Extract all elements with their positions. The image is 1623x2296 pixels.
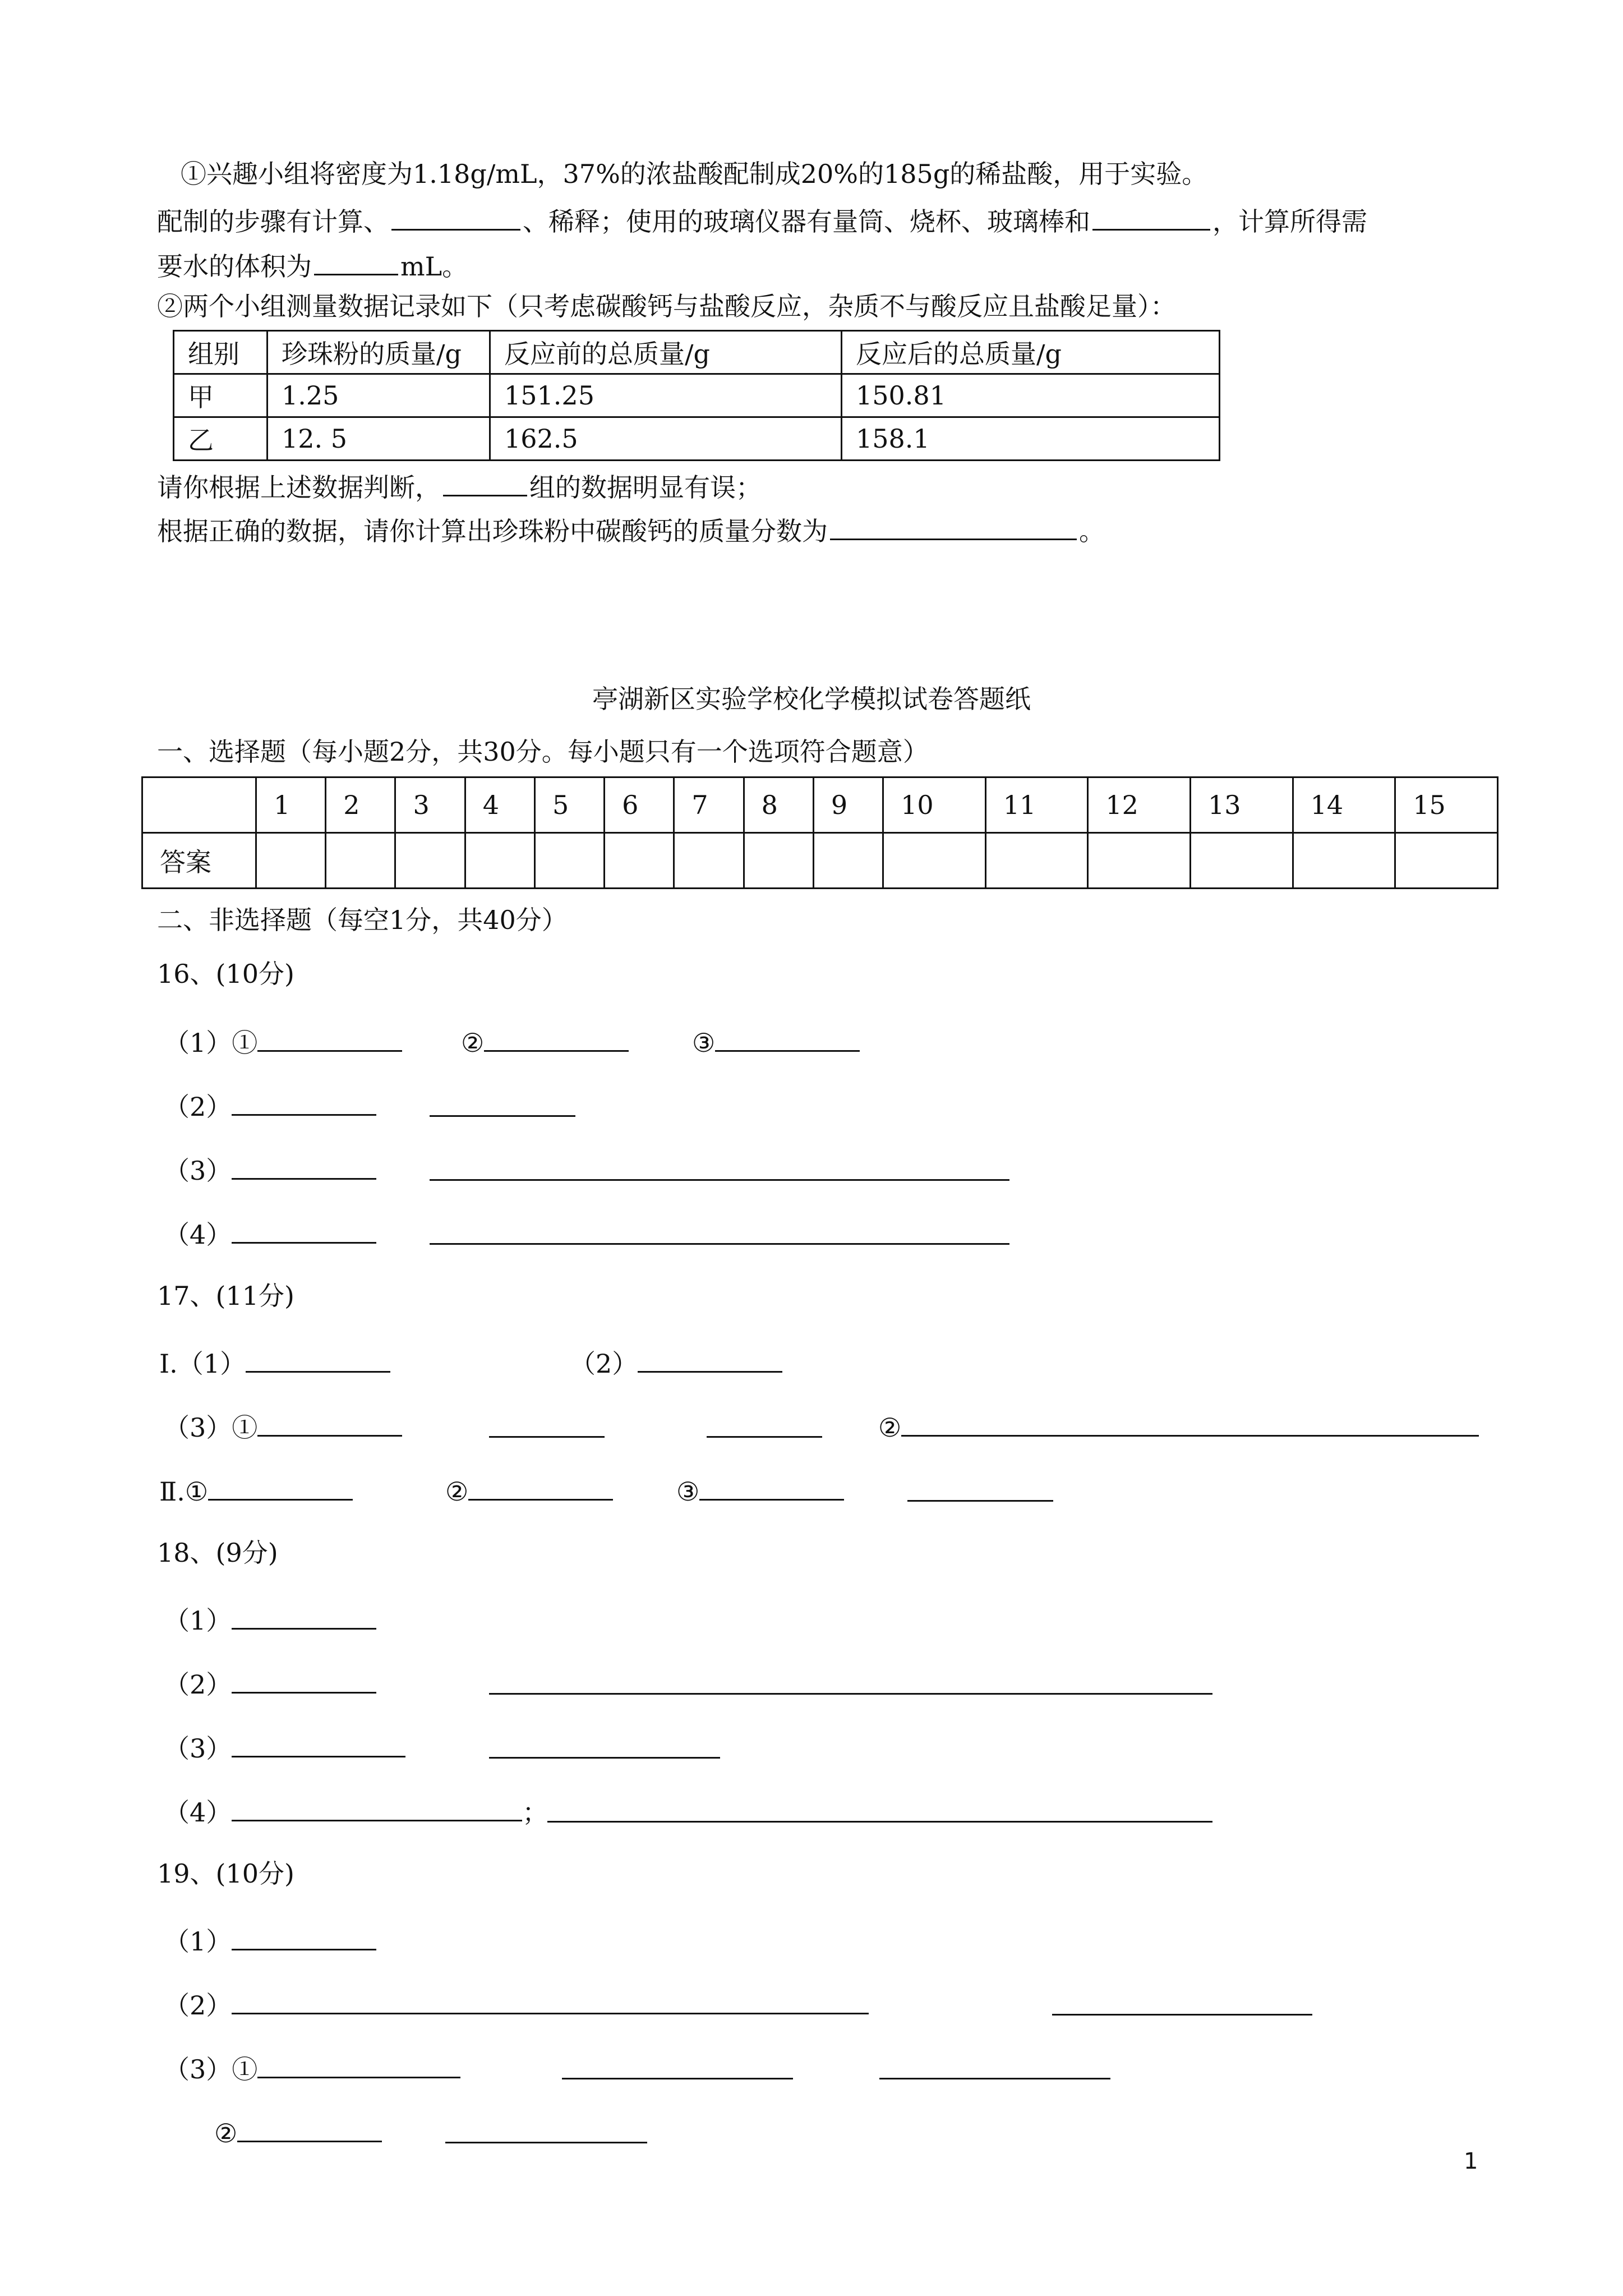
answer-grid	[141, 776, 1498, 889]
section-2-heading: 二、非选择题（每空1分，共40分）	[157, 905, 568, 935]
blank[interactable]	[257, 2049, 460, 2078]
number-cell: 5	[534, 777, 604, 833]
table-row	[174, 374, 1220, 417]
blank[interactable]	[232, 1728, 405, 1757]
blank[interactable]	[232, 1792, 522, 1821]
text: ②	[445, 1476, 469, 1507]
q17-row-3b	[445, 1471, 613, 1508]
corner-cell	[142, 777, 256, 833]
answer-cell[interactable]	[1088, 833, 1191, 889]
text: ②	[878, 1412, 902, 1443]
blank[interactable]	[208, 1471, 353, 1501]
text: ①	[232, 1412, 258, 1443]
question-text-line-4	[157, 289, 1176, 323]
blank[interactable]	[246, 1343, 390, 1373]
table-row	[174, 417, 1220, 461]
answer-cell[interactable]	[1395, 833, 1498, 889]
blank[interactable]	[489, 1408, 605, 1438]
blank[interactable]	[430, 1151, 1009, 1181]
number-cell: 9	[813, 777, 883, 833]
answer-cell[interactable]	[256, 833, 326, 889]
number-cell: 14	[1293, 777, 1395, 833]
blank[interactable]	[830, 513, 1077, 540]
q17-row-1b	[570, 1343, 782, 1381]
blank[interactable]	[232, 1086, 376, 1116]
number-cell: 1	[256, 777, 326, 833]
table-header-row	[174, 331, 1220, 374]
text: ②	[461, 1028, 485, 1058]
section-1-heading: 一、选择题（每小题2分，共30分。每小题只有一个选项符合题意）	[157, 737, 929, 767]
text: （1）	[177, 1349, 246, 1379]
blank[interactable]	[232, 1214, 376, 1244]
question-text-line-6	[157, 513, 1105, 548]
text: ③	[676, 1476, 700, 1507]
header-cell: 珍珠粉的质量/g	[268, 331, 490, 374]
blank[interactable]	[257, 1022, 402, 1052]
q18-row-2	[164, 1664, 376, 1701]
question-text-line-5	[157, 469, 762, 504]
number-cell: 2	[326, 777, 395, 833]
number-cell: 12	[1088, 777, 1191, 833]
blank[interactable]	[232, 1921, 376, 1950]
answer-cell[interactable]	[605, 833, 674, 889]
text: ①	[232, 2054, 258, 2085]
blank[interactable]	[699, 1471, 844, 1501]
question-18-heading: 18、(9分)	[157, 1538, 278, 1568]
q18-row-1	[164, 1600, 376, 1637]
question-text-line-1	[181, 157, 1207, 191]
blank[interactable]	[237, 2113, 382, 2142]
q17-row-2b	[878, 1407, 1479, 1444]
text: 要水的体积为	[157, 251, 312, 282]
number-cell: 3	[395, 777, 465, 833]
blank[interactable]	[445, 2114, 647, 2143]
text: ②两个小组测量数据记录如下（只考虑碳酸钙与盐酸反应，杂质不与酸反应且盐酸足量）：	[157, 291, 1176, 321]
question-16-heading: 16、(10分)	[157, 959, 294, 989]
blank[interactable]	[489, 1729, 720, 1759]
q17-row-1	[159, 1343, 390, 1381]
number-cell: 10	[883, 777, 986, 833]
blank[interactable]	[443, 469, 527, 496]
answer-sheet-title: 亭湖新区实验学校化学模拟试卷答题纸	[592, 684, 1031, 714]
text: （1）	[164, 1926, 232, 1957]
blank[interactable]	[1092, 203, 1210, 231]
blank[interactable]	[468, 1471, 613, 1501]
number-cell: 13	[1190, 777, 1293, 833]
answer-cell[interactable]	[744, 833, 813, 889]
question-text-line-2	[157, 203, 1367, 238]
blank[interactable]	[232, 1150, 376, 1180]
q17-row-3	[159, 1471, 353, 1508]
number-cell: 11	[985, 777, 1088, 833]
number-cell: 6	[605, 777, 674, 833]
text: ①	[232, 1028, 258, 1058]
table-cell: 158.1	[842, 417, 1220, 461]
text: ，计算所得需	[1212, 206, 1367, 237]
text: （4）	[164, 1220, 232, 1250]
q19-row-1	[164, 1921, 376, 1958]
text: ③	[692, 1028, 716, 1058]
text: （1）	[164, 1028, 232, 1058]
number-cell: 4	[465, 777, 534, 833]
text: （3）	[164, 1412, 232, 1443]
q16-row-1	[164, 1022, 402, 1060]
text: ②	[214, 2118, 238, 2148]
number-cell: 15	[1395, 777, 1498, 833]
text: mL。	[400, 251, 468, 282]
number-cell: 8	[744, 777, 813, 833]
text: 配制的步骤有计算、	[157, 206, 389, 237]
blank[interactable]	[232, 1985, 869, 2014]
question-17-heading: 17、(11分)	[157, 1281, 294, 1311]
page-number: 1	[1464, 2148, 1478, 2174]
blank[interactable]	[715, 1022, 860, 1052]
number-cell: 7	[674, 777, 744, 833]
blank[interactable]	[232, 1664, 376, 1694]
data-table	[173, 330, 1220, 461]
header-cell: 反应前的总质量/g	[490, 331, 842, 374]
text: 。	[1079, 516, 1105, 546]
text: Ⅱ.	[159, 1476, 185, 1507]
answer-cell[interactable]	[395, 833, 465, 889]
blank[interactable]	[489, 1665, 1212, 1695]
header-cell: 反应后的总质量/g	[842, 331, 1220, 374]
table-cell: 12. 5	[268, 417, 490, 461]
answer-cell[interactable]	[1190, 833, 1293, 889]
blank[interactable]	[314, 248, 398, 275]
blank[interactable]	[430, 1087, 575, 1117]
blank[interactable]	[484, 1022, 629, 1052]
answer-cell[interactable]	[674, 833, 744, 889]
blank[interactable]	[901, 1407, 1479, 1437]
text: 组的数据明显有误；	[529, 472, 762, 503]
table-cell: 甲	[174, 374, 268, 417]
blank[interactable]	[907, 1472, 1053, 1502]
q17-row-3c	[676, 1471, 844, 1508]
text: （2）	[164, 1669, 232, 1700]
header-cell: 组别	[174, 331, 268, 374]
blank[interactable]	[547, 1793, 1212, 1823]
blank[interactable]	[1052, 1986, 1312, 2016]
table-cell: 150.81	[842, 374, 1220, 417]
text: （3）	[164, 2054, 232, 2085]
q16-row-1c	[692, 1022, 860, 1060]
blank[interactable]	[638, 1343, 782, 1373]
blank[interactable]	[879, 2050, 1110, 2079]
text: 请你根据上述数据判断，	[157, 472, 441, 503]
q16-row-3	[164, 1150, 376, 1188]
answer-number-row	[142, 777, 1498, 833]
table-cell: 乙	[174, 417, 268, 461]
blank[interactable]	[562, 2050, 793, 2079]
answer-cell[interactable]	[883, 833, 986, 889]
q16-row-1b	[461, 1022, 629, 1060]
text: ①兴趣小组将密度为1.18g/mL，37%的浓盐酸配制成20%的185g的稀盐酸，用于实验。	[181, 159, 1208, 189]
question-19-heading: 19、(10分)	[157, 1858, 294, 1889]
question-text-line-3	[157, 248, 468, 283]
blank[interactable]	[707, 1408, 822, 1438]
blank[interactable]	[257, 1407, 402, 1437]
text: 根据正确的数据，请你计算出珍珠粉中碳酸钙的质量分数为	[157, 516, 828, 546]
blank[interactable]	[232, 1600, 376, 1630]
answer-cell[interactable]	[813, 833, 883, 889]
table-cell: 162.5	[490, 417, 842, 461]
text: （1）	[164, 1605, 232, 1636]
answer-cell[interactable]	[534, 833, 604, 889]
text: （2）	[570, 1349, 638, 1379]
q18-row-4	[164, 1792, 548, 1829]
table-cell: 1.25	[268, 374, 490, 417]
q16-row-2	[164, 1086, 376, 1124]
q17-row-2	[164, 1407, 402, 1444]
answer-input-row	[142, 833, 1498, 889]
text: （2）	[164, 1092, 232, 1122]
blank[interactable]	[430, 1215, 1009, 1245]
answer-cell[interactable]	[985, 833, 1088, 889]
q16-row-4	[164, 1214, 376, 1251]
text: Ⅰ.	[159, 1349, 178, 1379]
q19-row-2	[164, 1985, 869, 2022]
blank[interactable]	[391, 203, 520, 231]
text: （3）	[164, 1733, 232, 1764]
answer-cell[interactable]	[465, 833, 534, 889]
table-cell: 151.25	[490, 374, 842, 417]
text: ；	[522, 1797, 548, 1828]
q19-row-3	[164, 2049, 460, 2086]
text: （4）	[164, 1797, 232, 1828]
text: ①	[185, 1476, 209, 1507]
q18-row-3	[164, 1728, 405, 1765]
answer-cell[interactable]	[1293, 833, 1395, 889]
answer-label-cell: 答案	[142, 833, 256, 889]
text: （3）	[164, 1156, 232, 1186]
text: （2）	[164, 1990, 232, 2021]
q19-row-4	[214, 2113, 382, 2150]
text: 、稀释；使用的玻璃仪器有量筒、烧杯、玻璃棒和	[523, 206, 1090, 237]
answer-cell[interactable]	[326, 833, 395, 889]
